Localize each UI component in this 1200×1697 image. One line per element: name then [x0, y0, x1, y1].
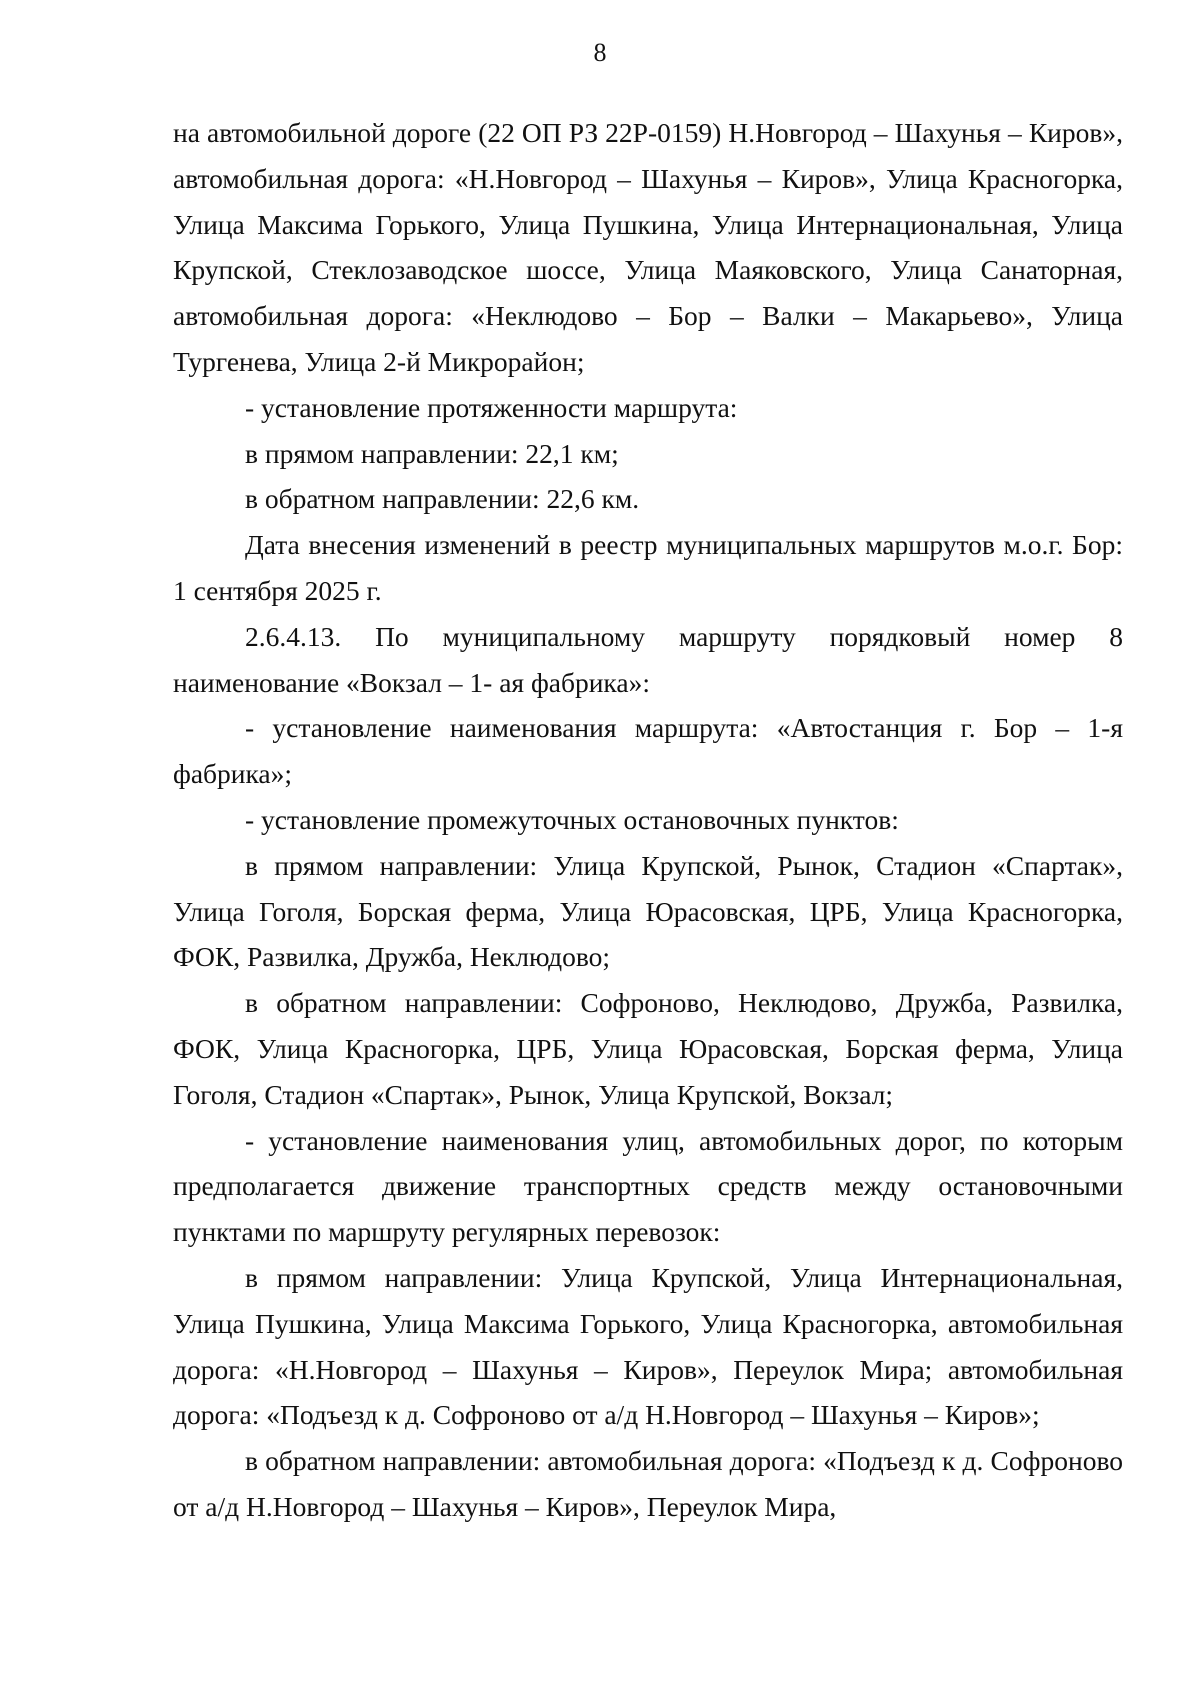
paragraph-length-forward: в прямом направлении: 22,1 км; — [245, 437, 619, 469]
paragraph-route-length-heading: - установление протяженности маршрута: — [245, 391, 738, 423]
paragraph-stops-forward: в прямом направлении: Улица Крупской, Рынок, Стадион «Спартак», Улица Гоголя, Борская ферма, Улица Юрасовская, ЦРБ, Улица Красногорка, ФОК, Развилка, Дружба, Неклюдово; — [173, 849, 1123, 973]
paragraph-route-name: - установление наименования маршрута: «Автостанция г. Бор – 1-я фабрика»; — [173, 712, 1123, 790]
paragraph-stops-backward: в обратном направлении: Софроново, Неклюдово, Дружба, Развилка, ФОК, Улица Красногорка, ЦРБ, Улица Юрасовская, Борская ферма, Улица Гоголя, Стадион «Спартак», Рынок, Улица Крупской, Вокзал; — [173, 987, 1123, 1110]
paragraph-registry-date: Дата внесения изменений в реестр муниципальных маршрутов м.о.г. Бор: 1 сентября 2025 г. — [173, 529, 1123, 606]
document-body — [173, 110, 1123, 1530]
paragraph-length-backward: в обратном направлении: 22,6 км. — [245, 483, 640, 515]
paragraph-streets-heading: - установление наименования улиц, автомобильных дорог, по которым предполагается движение транспортных средств между остановочными пунктами по маршруту регулярных перевозок: — [173, 1124, 1123, 1248]
paragraph-streets-backward: в обратном направлении: автомобильная дорога: «Подъезд к д. Софроново от а/д Н.Новгород – Шахунья – Киров», Переулок Мира, — [173, 1445, 1123, 1522]
paragraph-section-2-6-4-13: 2.6.4.13. По муниципальному маршруту порядковый номер 8 наименование «Вокзал – 1- ая фабрика»: — [173, 620, 1123, 698]
paragraph-streets-forward: в прямом направлении: Улица Крупской, Улица Интернациональная, Улица Пушкина, Улица Максима Горького, Улица Красногорка, автомобильная дорога: «Н.Новгород – Шахунья – Киров», Переулок Мира; автомобильная дорога: «Подъезд к д. Софроново от а/д Н.Новгород – Шахунья – Киров»; — [173, 1261, 1123, 1431]
paragraph-route-streets-continued: на автомобильной дороге (22 ОП РЗ 22Р-0159) Н.Новгород – Шахунья – Киров», автомобильная дорога: «Н.Новгород – Шахунья – Киров», Улица Красногорка, Улица Максима Горького, Улица Пушкина, Улица Интернациональная, Улица Крупской, Стеклозаводское шоссе, Улица Маяковского, Улица Санаторная, автомобильная дорога: «Неклюдово – Бор – Валки – Макарьево», Улица Тургенева, Улица 2-й Микрорайон; — [173, 117, 1123, 377]
page-number: 8 — [593, 38, 607, 67]
paragraph-intermediate-stops-heading: - установление промежуточных остановочных пунктов: — [245, 803, 899, 835]
